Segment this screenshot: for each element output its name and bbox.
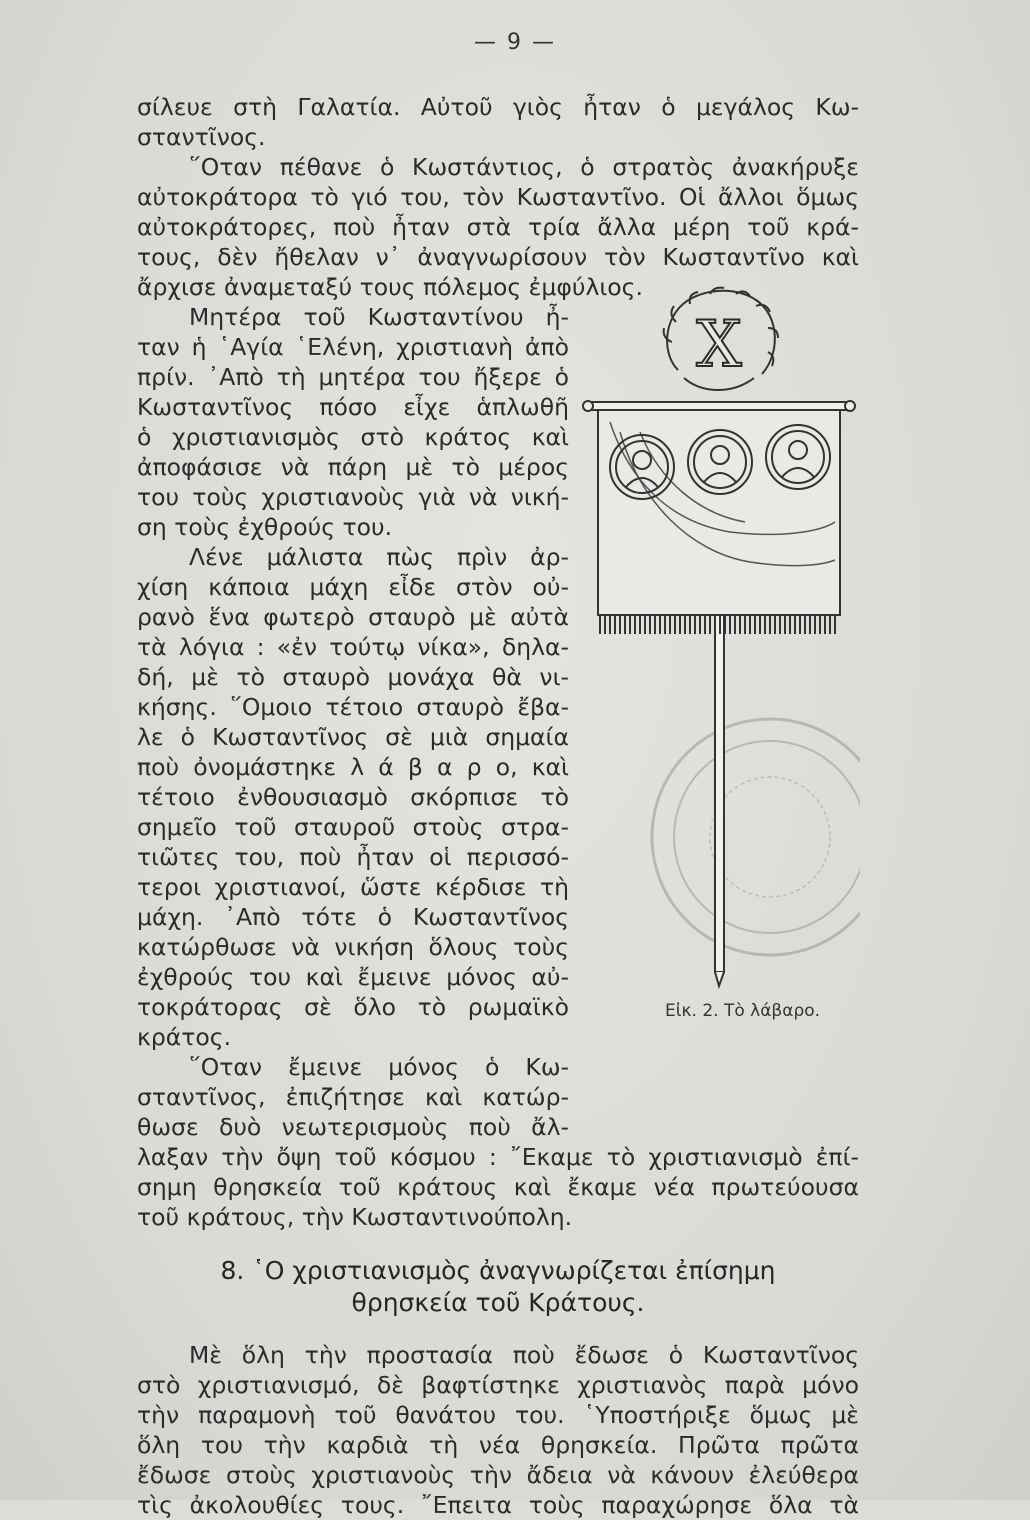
text-line: τὶς ἀκολουθίες τους. ῎Επειτα τοὺς παραχώρησε ὅλα τὰ (137, 1491, 859, 1519)
page-number: — 9 — (474, 30, 556, 55)
text-line: ρανὸ ἕνα φωτερὸ σταυρὸ μὲ αὐτὰ (137, 603, 569, 631)
section-heading: θρησκεία τοῦ Κράτους. (351, 1288, 645, 1317)
text-line: ῞Οταν πέθανε ὁ Κωστάντιος, ὁ στρατὸς ἀνακήρυξε (189, 153, 859, 181)
labarum-illustration (580, 282, 860, 1002)
text-line: σταντῖνος, ἐπιζήτησε καὶ κατώρ- (137, 1083, 569, 1111)
text-line: τοκράτορας σὲ ὅλο τὸ ρωμαϊκὸ (137, 993, 569, 1021)
text-line: στὸ χριστιανισμό, δὲ βαφτίστηκε χριστιανὸς παρὰ μόνο (137, 1371, 859, 1399)
text-line: τοῦ κράτους, τὴν Κωσταντινούπολη. (137, 1203, 573, 1231)
labarum-banner (598, 410, 840, 615)
text-line: λε ὁ Κωσταντῖνος σὲ μιὰ σημαία (137, 723, 569, 751)
figure-caption: Εἰκ. 2. Τὸ λάβαρο. (665, 1001, 821, 1021)
chi-monogram: Χ (696, 308, 742, 382)
text-line: ἔδωσε στοὺς χριστιανοὺς τὴν ἄδεια νὰ κάνουν ἐλεύθερα (137, 1461, 859, 1489)
text-line: Κωσταντῖνος πόσο εἶχε ἁπλωθῆ (137, 393, 569, 421)
text-line: κήσης. ῞Ομοιο τέτοιο σταυρὸ ἔβα- (137, 693, 569, 721)
text-line: δή, μὲ τὸ σταυρὸ μονάχα θὰ νι- (137, 663, 569, 691)
text-line: σταντῖνος. (137, 123, 266, 151)
text-line: ἀποφάσισε νὰ πάρη μὲ τὸ μέρος (137, 453, 569, 481)
text-line: λαξαν τὴν ὄψη τοῦ κόσμου : ῎Εκαμε τὸ χριστιανισμὸ ἐπί- (137, 1143, 859, 1171)
text-line: ῞Οταν ἔμεινε μόνος ὁ Κω- (189, 1053, 569, 1081)
text-line: ὁ χριστιανισμὸς στὸ κράτος καὶ (137, 423, 569, 451)
labarum-pole-end (715, 972, 724, 986)
text-line: Λένε μάλιστα πὼς πρὶν ἀρ- (189, 543, 569, 571)
text-line: μάχη. ᾽Απὸ τότε ὁ Κωσταντῖνος (137, 903, 569, 931)
text-line: ση τοὺς ἐχθρούς του. (137, 513, 393, 541)
text-line: αὐτοκράτορα τὸ γιό του, τὸν Κωσταντῖνο. Οἱ ἄλλοι ὅμως (137, 183, 859, 211)
text-line: ποὺ ὀνομάστηκε λ ά β α ρ ο, καὶ (137, 753, 569, 781)
text-line: κράτος. (137, 1023, 232, 1051)
text-line: Μὲ ὅλη τὴν προστασία ποὺ ἔδωσε ὁ Κωσταντῖνος (189, 1341, 859, 1369)
text-line: αὐτοκράτορες, ποὺ ἦταν στὰ τρία ἄλλα μέρη τοῦ κρά- (137, 213, 859, 241)
text-line: χίση κάποια μάχη εἶδε στὸν οὐ- (137, 573, 569, 601)
text-line: του τοὺς χριστιανοὺς γιὰ νὰ νική- (137, 483, 569, 511)
text-line: ὅλη του τὴν καρδιὰ τὴ νέα θρησκεία. Πρῶτα πρῶτα (137, 1431, 859, 1459)
text-line: τιῶτες του, ποὺ ἦταν οἱ περισσό- (137, 843, 569, 871)
text-line: ἐχθρούς του καὶ ἔμεινε μόνος αὐ- (137, 963, 569, 991)
text-line: τεροι χριστιανοί, ὥστε κέρδισε τὴ (137, 873, 569, 901)
text-line: τὴν παραμονὴ τοῦ θανάτου του. ῾Υποστήριξε ὅμως μὲ (137, 1401, 859, 1429)
text-line: τους, δὲν ἤθελαν ν᾽ ἀναγνωρίσουν τὸν Κωσταντῖνο καὶ (137, 243, 859, 271)
text-line: τὰ λόγια : «ἐν τούτῳ νίκα», δηλα- (137, 633, 569, 661)
text-line: ταν ἡ ῾Αγία ῾Ελένη, χριστιανὴ ἀπὸ (137, 333, 569, 361)
text-line: θωσε δυὸ νεωτερισμοὺς ποὺ ἄλ- (137, 1113, 569, 1141)
section-heading: 8. ῾Ο χριστιανισμὸς ἀναγνωρίζεται ἐπίσημη (220, 1256, 776, 1285)
text-line: κατώρθωσε νὰ νικήση ὅλους τοὺς (137, 933, 569, 961)
text-line: πρίν. ᾽Απὸ τὴ μητέρα του ἤξερε ὁ (137, 363, 569, 391)
text-line: σημη θρησκεία τοῦ κράτους καὶ ἔκαμε νέα πρωτεύουσα (137, 1173, 859, 1201)
text-line: σημεῖο τοῦ σταυροῦ στοὺς στρα- (137, 813, 569, 841)
text-line: Μητέρα τοῦ Κωσταντίνου ἦ- (189, 303, 569, 331)
text-line: τέτοιο ἐνθουσιασμὸ σκόρπισε τὸ (137, 783, 569, 811)
library-stamp (652, 719, 860, 955)
text-line: ἄρχισε ἀναμεταξύ τους πόλεμος ἐμφύλιος. (137, 273, 643, 301)
labarum-crossbar (588, 402, 850, 410)
text-line: σίλευε στὴ Γαλατία. Αὐτοῦ γιὸς ἦταν ὁ μεγάλος Κω- (137, 93, 859, 121)
